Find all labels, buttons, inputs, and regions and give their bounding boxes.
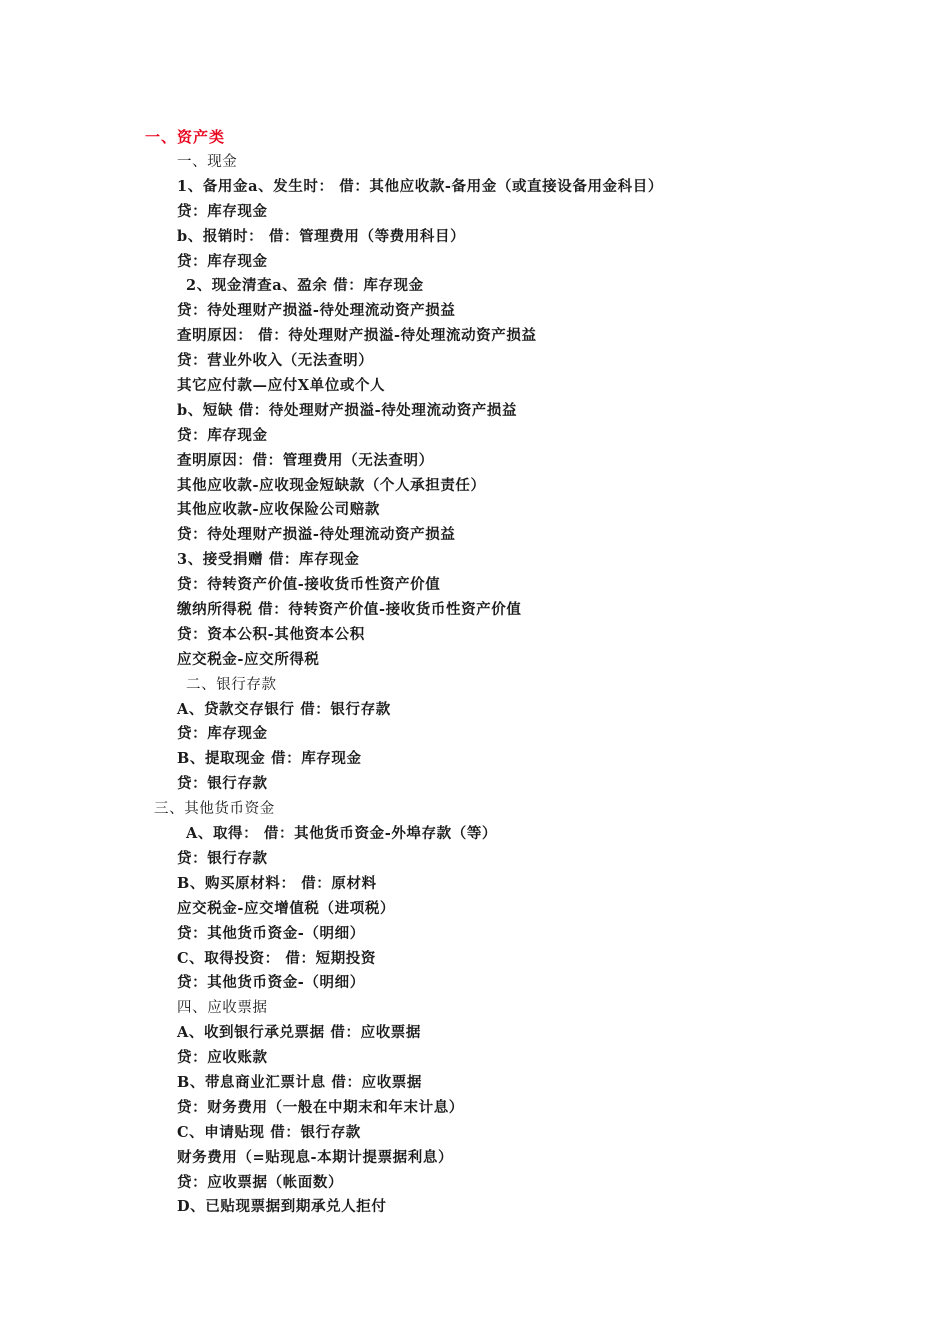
entry-line: 贷：财务费用（一般在中期末和年末计息） [177,1098,464,1116]
entry-line: 财务费用（=贴现息-本期计提票据利息） [177,1148,454,1166]
entry-line: 贷：资本公积-其他资本公积 [177,625,365,643]
subsection-title: 四、应收票据 [177,1000,268,1017]
entry-line: B、提取现金 借：库存现金 [177,750,362,768]
section-heading: 一、资产类 [145,128,226,146]
entry-line: 贷：营业外收入（无法查明） [177,352,374,370]
entry-line: 贷：待处理财产损溢-待处理流动资产损益 [177,302,456,320]
entry-line: 贷：银行存款 [177,849,268,867]
entry-line: 其他应收款-应收保险公司赔款 [177,501,380,519]
entry-list [0,150,950,1220]
entry-line: 贷：银行存款 [177,775,268,793]
entry-line: 贷：库存现金 [177,252,268,270]
entry-line: 贷：库存现金 [177,426,268,444]
entry-line: 其他应收款-应收现金短缺款（个人承担责任） [177,476,486,494]
entry-line: B、带息商业汇票计息 借：应收票据 [177,1073,423,1091]
subsection-title: 一、现金 [177,154,238,170]
entry-line: C、申请贴现 借：银行存款 [177,1123,361,1141]
entry-line: A、贷款交存银行 借：银行存款 [177,700,391,718]
entry-line: 查明原因： 借：待处理财产损溢-待处理流动资产损益 [177,327,537,345]
entry-line: 贷：待处理财产损溢-待处理流动资产损益 [177,526,456,544]
entry-line: B、购买原材料： 借：原材料 [177,874,377,892]
entry-line: 贷：待转资产价值-接收货币性资产价值 [177,576,441,594]
entry-line: 2、现金清查a、盈余 借：库存现金 [186,277,424,295]
subsection-title: 二、银行存款 [186,676,277,693]
entry-line: 查明原因：借：管理费用（无法查明） [177,451,434,469]
entry-line: b、短缺 借：待处理财产损溢-待处理流动资产损益 [177,401,518,419]
entry-line: 应交税金-应交所得税 [177,650,320,668]
entry-line: 贷：应收账款 [177,1049,268,1067]
entry-line: 缴纳所得税 借：待转资产价值-接收货币性资产价值 [177,601,522,619]
entry-line: 应交税金-应交增值税（进项税） [177,899,396,917]
entry-line: 3、接受捐赠 借：库存现金 [177,551,360,569]
entry-line: b、报销时： 借：管理费用（等费用科目） [177,227,466,245]
entry-line: 贷：库存现金 [177,725,268,743]
entry-line: 1、备用金a、发生时： 借：其他应收款-备用金（或直接设备用金科目） [177,177,663,195]
entry-line: 贷：其他货币资金-（明细） [177,924,365,942]
entry-line: C、取得投资： 借：短期投资 [177,949,376,967]
entry-line: 其它应付款—应付X单位或个人 [177,377,386,395]
entry-line: A、取得： 借：其他货币资金-外埠存款（等） [186,825,498,843]
entry-line: 贷：其他货币资金-（明细） [177,974,365,992]
entry-line: A、收到银行承兑票据 借：应收票据 [177,1024,421,1042]
entry-line: 贷：库存现金 [177,202,268,220]
subsection-title: 三、其他货币资金 [154,801,275,818]
entry-line: D、已贴现票据到期承兑人拒付 [177,1198,387,1216]
entry-line: 贷：应收票据（帐面数） [177,1173,344,1191]
